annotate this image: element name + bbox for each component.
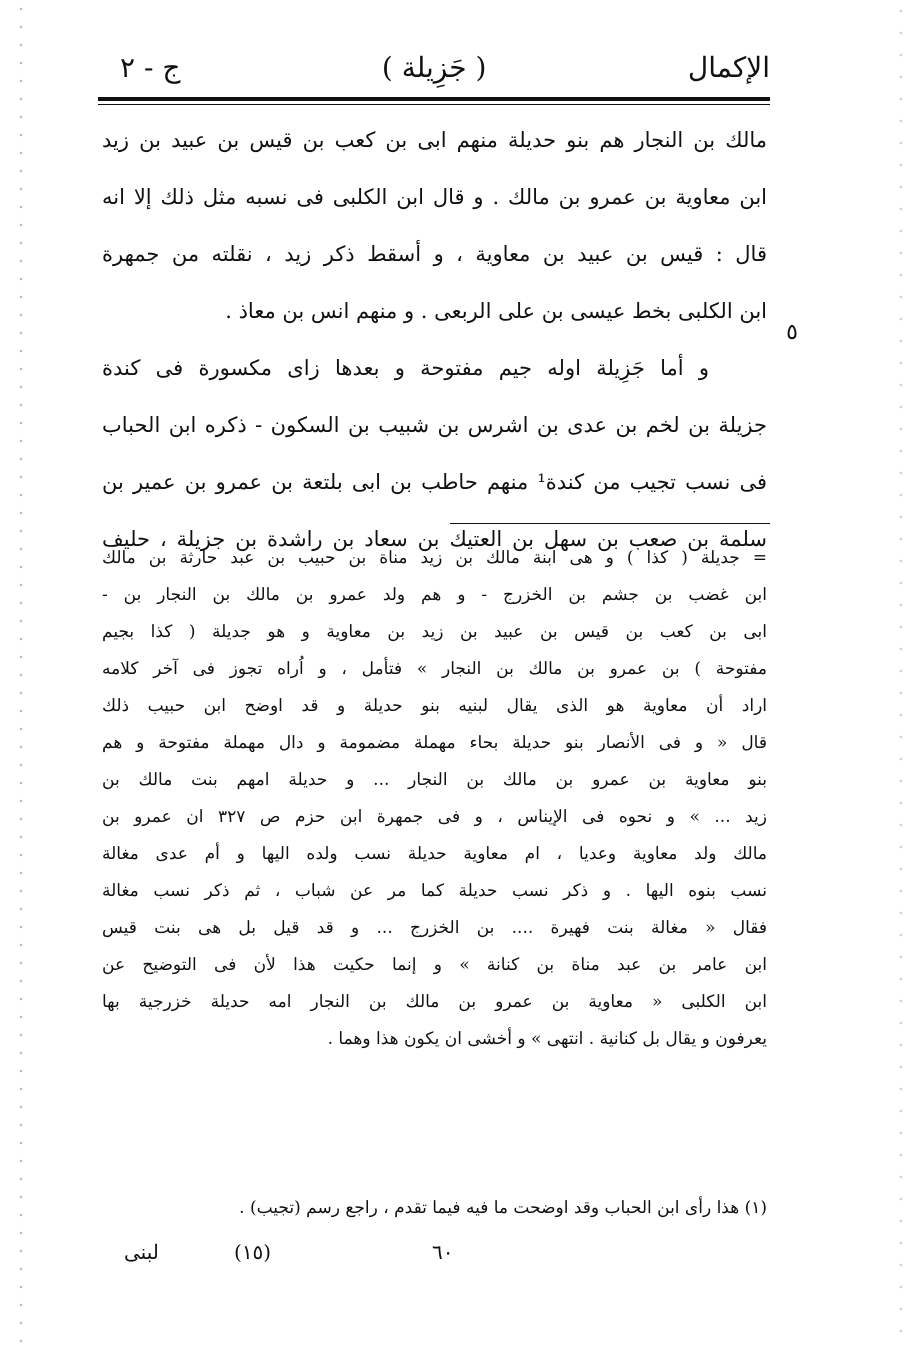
text-line: قال : قيس بن عبيد بن معاوية ، و أسقط ذكر زيد ، نقلته من جمهرة	[102, 242, 767, 266]
footnote-line: بنو معاوية بن عمرو بن مالك بن النجار ... و حديلة امهم بنت مالك بن	[102, 770, 767, 790]
footnote-line: مالك ولد معاوية وعديا ، ام معاوية حديلة نسب ولده اليها و أم عدى مغالة	[102, 844, 767, 864]
text-line: ابن معاوية بن عمرو بن مالك . و قال ابن الكلبى فى نسبه مثل ذلك إلا انه	[102, 185, 767, 209]
footnote-line: ابى بن كعب بن قيس بن عبيد بن زيد بن معاوية و هو جديلة ( كذا بجيم	[102, 622, 767, 642]
footnote-line: زيد ... » و نحوه فى الإيناس ، و فى جمهرة ابن حزم ص ٣٢٧ ان عمرو بن	[102, 807, 767, 827]
text-line: ابن الكلبى بخط عيسى بن على الربعى . و منهم انس بن معاذ .	[225, 299, 767, 323]
footnotes	[102, 540, 767, 1058]
running-header	[120, 44, 770, 90]
signature-word: لبنى	[124, 1240, 159, 1264]
page-footer	[110, 1232, 454, 1276]
footnote-line: فقال « مغالة بنت فهيرة .... بن الخزرج ... و قد قيل بل هى بنت قيس	[102, 918, 767, 938]
text-line: جزيلة بن لخم بن عدى بن اشرس بن شبيب بن السكون - ذكره ابن الحباب	[102, 413, 767, 437]
footnote-separator	[450, 523, 770, 524]
header-rule-thick	[98, 97, 770, 101]
header-rule-thin	[98, 104, 770, 105]
text-line: و أما جَزِيلة اوله جيم مفتوحة و بعدها زاى مكسورة فى كندة	[102, 356, 709, 380]
scan-margin-dots-right	[898, 0, 904, 1348]
footnote-line: ابن غضب بن جشم بن الخزرج - و هم ولد عمرو بن مالك بن النجار بن -	[102, 585, 767, 605]
page-number: ٦٠	[432, 1240, 454, 1264]
text-line: سلمة بن صعب بن سهل بن العتيك بن سعاد بن راشدة بن جزيلة ، حليف	[102, 527, 767, 551]
footnote-line: مفتوحة ) بن عمرو بن مالك بن النجار » فتأمل ، و اُراه تجوز فى آخر كلامه	[102, 659, 767, 679]
footnote-line: يعرفون و يقال بل كنانية . انتهى » و أخشى ان يكون هذا وهما .	[327, 1029, 767, 1049]
footnote-line: ابن عامر بن عبد مناة بن كنانة » و إنما حكيت هذا لأن فى التوضيح عن	[102, 955, 767, 975]
scan-margin-dots-left	[18, 0, 24, 1348]
text-line: مالك بن النجار هم بنو حديلة منهم ابى بن كعب بن قيس بن عبيد بن زيد	[102, 128, 767, 152]
footnote-one: (١) هذا رأى ابن الحباب وقد اوضحت ما فيه فيما تقدم ، راجع رسم (تجيب) .	[239, 1198, 767, 1218]
footnote-line: = جديلة ( كذا ) و هى ابنة مالك بن زيد مناة بن حبيب بن عبد حارثة بن مالك	[102, 548, 767, 568]
book-title: الإكمال	[687, 50, 770, 84]
line-number-marker: ٥	[786, 320, 798, 345]
footnote-line: اراد أن معاوية هو الذى يقال لبنيه بنو حديلة و قد اوضح ابن حبيب ذلك	[102, 696, 767, 716]
text-line: فى نسب تجيب من كندة¹ منهم حاطب بن ابى بلتعة بن عمرو بن عمير بن	[102, 470, 767, 494]
footnote-line: ابن الكلبى « معاوية بن عمرو بن مالك بن النجار امه حديلة خزرجية بها	[102, 992, 767, 1012]
main-text	[102, 112, 767, 568]
entry-title: ( جَزِيلة )	[381, 50, 487, 84]
footnote-line: قال « و فى الأنصار بنو حديلة بحاء مهملة مضمومة و دال مهملة مفتوحة و هم	[102, 733, 767, 753]
signature-number: (١٥)	[234, 1240, 272, 1264]
footnote-line: نسب بنوه اليها . و ذكر نسب حديلة كما مر عن شباب ، ثم ذكر نسب مغالة	[102, 881, 767, 901]
volume-label: ج - ٢	[120, 50, 181, 84]
